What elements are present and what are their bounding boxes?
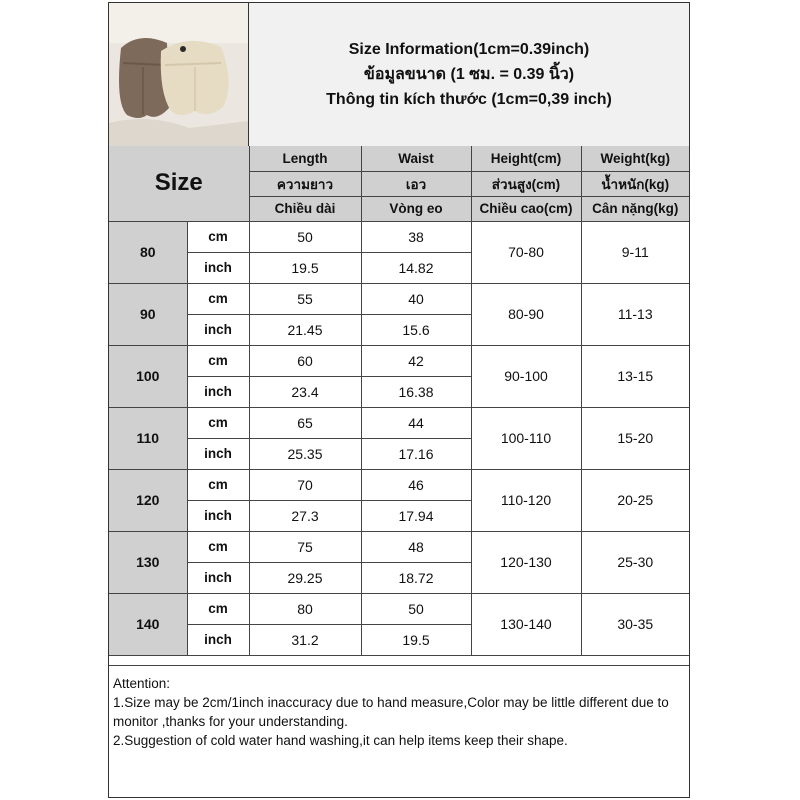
size-label: 100	[109, 345, 187, 407]
col-height-en: Height(cm)	[471, 146, 581, 171]
info-title-en: Size Information(1cm=0.39inch)	[348, 41, 590, 58]
size-label: 130	[109, 531, 187, 593]
col-weight-vi: Cân nặng(kg)	[581, 196, 689, 221]
size-label: 80	[109, 221, 187, 283]
length-cm: 50	[249, 221, 361, 252]
weight-range: 11-13	[581, 283, 689, 345]
height-range: 100-110	[471, 407, 581, 469]
unit-inch: inch	[187, 376, 249, 407]
unit-cm: cm	[187, 283, 249, 314]
length-cm: 65	[249, 407, 361, 438]
unit-cm: cm	[187, 221, 249, 252]
waist-inch: 17.94	[361, 500, 471, 531]
length-inch: 27.3	[249, 500, 361, 531]
waist-inch: 17.16	[361, 438, 471, 469]
length-cm: 75	[249, 531, 361, 562]
unit-cm: cm	[187, 531, 249, 562]
product-photo-image	[109, 3, 249, 146]
size-chart	[108, 2, 690, 798]
height-range: 130-140	[471, 593, 581, 655]
size-column-title: Size	[109, 146, 249, 221]
size-label: 110	[109, 407, 187, 469]
waist-inch: 18.72	[361, 562, 471, 593]
length-inch: 25.35	[249, 438, 361, 469]
length-cm: 55	[249, 283, 361, 314]
weight-range: 30-35	[581, 593, 689, 655]
weight-range: 13-15	[581, 345, 689, 407]
size-row-cm	[109, 407, 689, 438]
length-inch: 29.25	[249, 562, 361, 593]
unit-inch: inch	[187, 562, 249, 593]
weight-range: 20-25	[581, 469, 689, 531]
info-title-vi: Thông tin kích thước (1cm=0,39 inch)	[326, 91, 612, 108]
waist-cm: 46	[361, 469, 471, 500]
size-row-cm	[109, 593, 689, 624]
col-length-th: ความยาว	[249, 171, 361, 196]
weight-range: 25-30	[581, 531, 689, 593]
header-row-en	[109, 146, 689, 171]
unit-cm: cm	[187, 469, 249, 500]
size-row-cm	[109, 345, 689, 376]
unit-inch: inch	[187, 624, 249, 655]
col-waist-en: Waist	[361, 146, 471, 171]
unit-cm: cm	[187, 407, 249, 438]
length-cm: 70	[249, 469, 361, 500]
waist-cm: 42	[361, 345, 471, 376]
weight-range: 15-20	[581, 407, 689, 469]
size-row-cm	[109, 531, 689, 562]
col-length-en: Length	[249, 146, 361, 171]
size-row-cm	[109, 283, 689, 314]
col-waist-vi: Vòng eo	[361, 196, 471, 221]
waist-cm: 50	[361, 593, 471, 624]
size-row-cm	[109, 221, 689, 252]
waist-cm: 48	[361, 531, 471, 562]
waist-inch: 16.38	[361, 376, 471, 407]
waist-inch: 15.6	[361, 314, 471, 345]
length-inch: 23.4	[249, 376, 361, 407]
col-height-th: ส่วนสูง(cm)	[471, 171, 581, 196]
unit-cm: cm	[187, 593, 249, 624]
notes-line-2: 2.Suggestion of cold water hand washing,it can help items keep their shape.	[113, 733, 568, 748]
col-height-vi: Chiều cao(cm)	[471, 196, 581, 221]
col-length-vi: Chiều dài	[249, 196, 361, 221]
col-waist-th: เอว	[361, 171, 471, 196]
info-title-th: ข้อมูลขนาด (1 ซม. = 0.39 นิ้ว)	[363, 66, 575, 83]
length-inch: 19.5	[249, 252, 361, 283]
unit-inch: inch	[187, 500, 249, 531]
col-weight-th: น้ำหนัก(kg)	[581, 171, 689, 196]
height-range: 110-120	[471, 469, 581, 531]
notes-line-1: 1.Size may be 2cm/1inch inaccuracy due to hand measure,Color may be little different due to monitor ,thanks for your understanding.	[113, 695, 669, 729]
height-range: 80-90	[471, 283, 581, 345]
waist-cm: 40	[361, 283, 471, 314]
unit-inch: inch	[187, 252, 249, 283]
size-row-cm	[109, 469, 689, 500]
waist-cm: 38	[361, 221, 471, 252]
length-inch: 21.45	[249, 314, 361, 345]
product-photo	[109, 3, 249, 146]
col-weight-en: Weight(kg)	[581, 146, 689, 171]
attention-notes	[109, 665, 689, 750]
length-cm: 80	[249, 593, 361, 624]
size-label: 140	[109, 593, 187, 655]
length-inch: 31.2	[249, 624, 361, 655]
waist-inch: 14.82	[361, 252, 471, 283]
unit-inch: inch	[187, 438, 249, 469]
weight-range: 9-11	[581, 221, 689, 283]
size-label: 120	[109, 469, 187, 531]
height-range: 70-80	[471, 221, 581, 283]
notes-title: Attention:	[113, 676, 171, 691]
size-information	[249, 3, 689, 146]
chart-header	[109, 3, 689, 147]
size-table	[109, 146, 689, 656]
height-range: 120-130	[471, 531, 581, 593]
length-cm: 60	[249, 345, 361, 376]
waist-inch: 19.5	[361, 624, 471, 655]
height-range: 90-100	[471, 345, 581, 407]
size-label: 90	[109, 283, 187, 345]
unit-inch: inch	[187, 314, 249, 345]
unit-cm: cm	[187, 345, 249, 376]
waist-cm: 44	[361, 407, 471, 438]
